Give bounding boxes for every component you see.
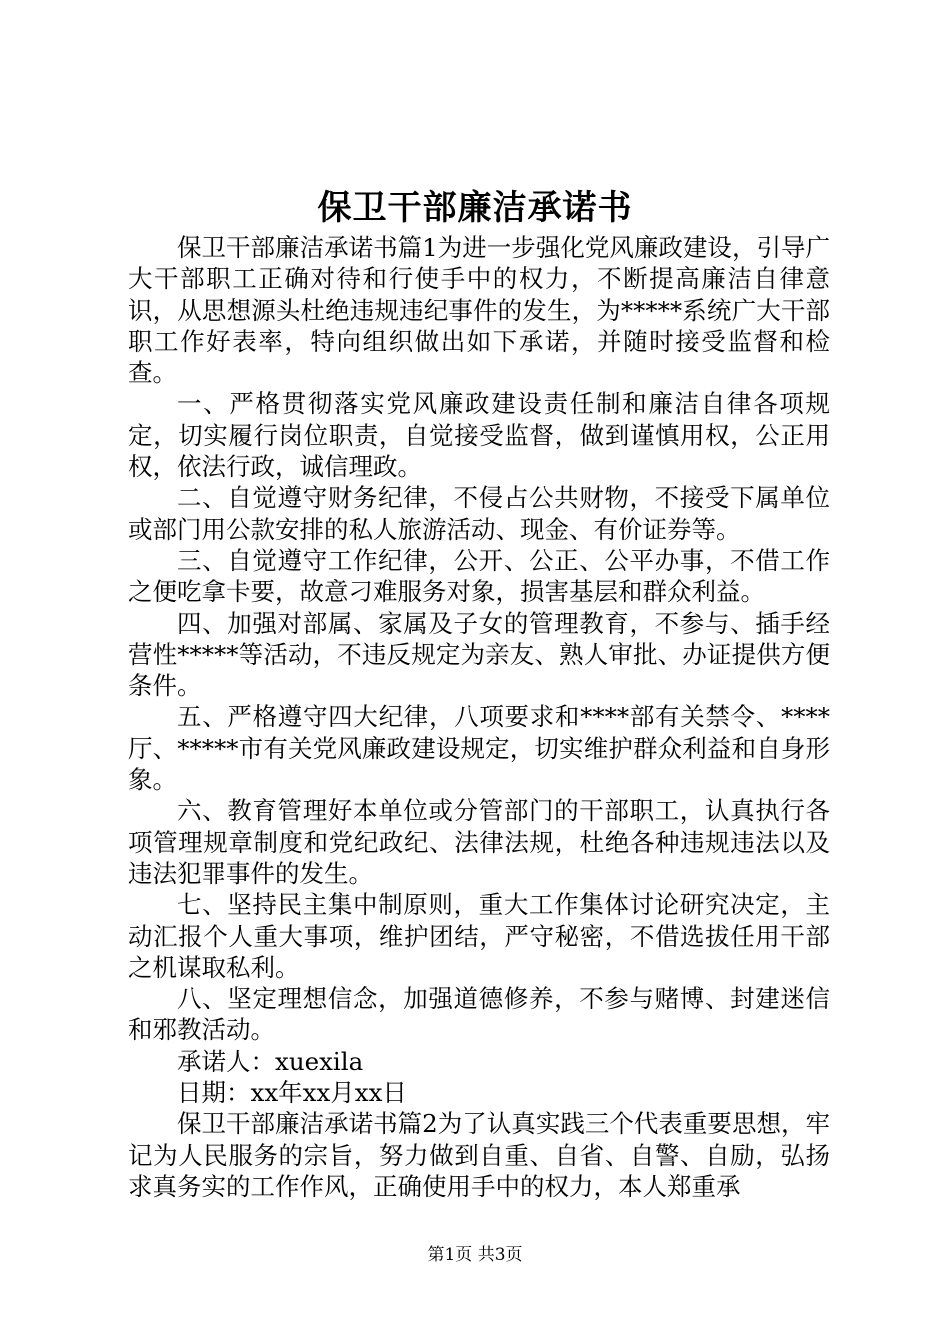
paragraph-item-1: 一、严格贯彻落实党风廉政建设责任制和廉洁自律各项规定，切实履行岗位职责，自觉接受监督，做到谨慎用权，公正用权，依法行政，诚信理政。	[128, 389, 830, 482]
paragraph-item-5: 五、严格遵守四大纪律，八项要求和****部有关禁令、****厅、*****市有关党风廉政建设规定，切实维护群众利益和自身形象。	[128, 702, 830, 795]
paragraph-item-4: 四、加强对部属、家属及子女的管理教育，不参与、插手经营性*****等活动，不违反规定为亲友、熟人审批、办证提供方便条件。	[128, 608, 830, 701]
date-line: 日期：xx年xx月xx日	[177, 1078, 407, 1108]
paragraph-second-letter: 保卫干部廉洁承诺书篇2为了认真实践三个代表重要思想，牢记为人民服务的宗旨，努力做到自重、自省、自警、自励，弘扬求真务实的工作作风，正确使用手中的权力，本人郑重承	[128, 1109, 830, 1201]
paragraph-item-2: 二、自觉遵守财务纪律，不侵占公共财物，不接受下属单位或部门用公款安排的私人旅游活动、现金、有价证券等。	[128, 483, 830, 544]
signer-line: 承诺人：xuexila	[177, 1046, 364, 1076]
page-footer: 第1页 共3页	[427, 1245, 523, 1265]
paragraph-item-6: 六、教育管理好本单位或分管部门的干部职工，认真执行各项管理规章制度和党纪政纪、法律法规，杜绝各种违规违法以及违法犯罪事件的发生。	[128, 796, 830, 888]
paragraph-item-7: 七、坚持民主集中制原则，重大工作集体讨论研究决定，主动汇报个人重大事项，维护团结，严守秘密，不借选拔任用干部之机谋取私利。	[128, 890, 830, 982]
paragraph-item-8: 八、坚定理想信念，加强道德修养，不参与赌博、封建迷信和邪教活动。	[128, 984, 830, 1045]
document-body	[128, 232, 830, 1202]
paragraph-item-3: 三、自觉遵守工作纪律，公开、公正、公平办事，不借工作之便吃拿卡要，故意刁难服务对象，损害基层和群众利益。	[128, 545, 830, 607]
document-title: 保卫干部廉洁承诺书	[317, 188, 633, 228]
paragraph-intro: 保卫干部廉洁承诺书篇1为进一步强化党风廉政建设，引导广大干部职工正确对待和行使手中的权力，不断提高廉洁自律意识，从思想源头杜绝违规违纪事件的发生，为*****系统广大干部职工作好表率，特向组织做出如下承诺，并随时接受监督和检查。	[128, 233, 830, 388]
